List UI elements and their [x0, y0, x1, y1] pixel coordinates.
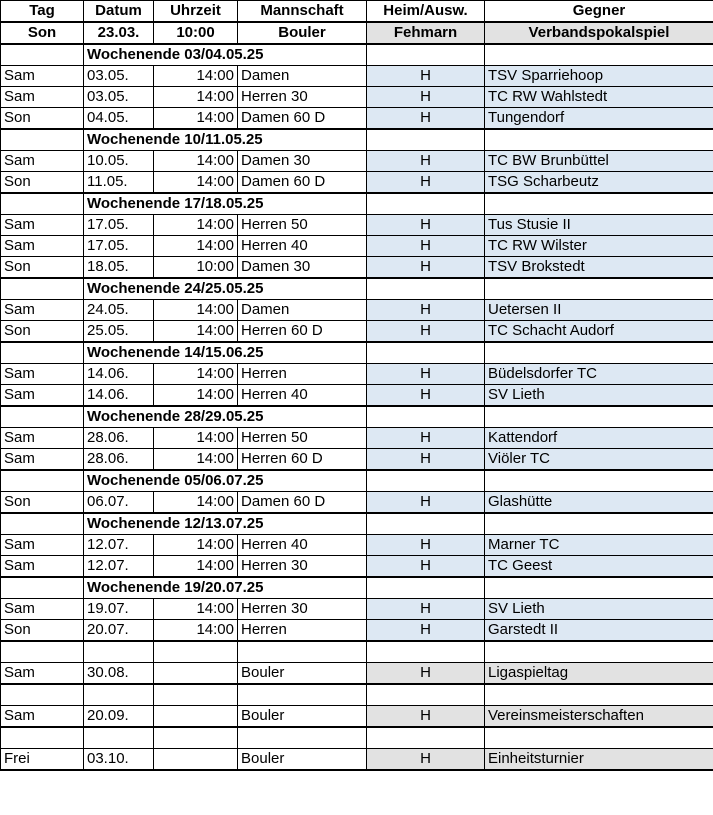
cell-tag[interactable]: Sam: [1, 449, 84, 471]
cell-heim[interactable]: H: [367, 599, 485, 620]
cell-tag[interactable]: Sam: [1, 236, 84, 257]
empty-cell[interactable]: [84, 727, 154, 749]
empty-cell[interactable]: [154, 641, 238, 663]
match-row: [1, 236, 713, 257]
cell-uhrzeit[interactable]: 14:00: [154, 556, 238, 578]
empty-cell[interactable]: [485, 684, 713, 706]
cell-tag[interactable]: Sam: [1, 87, 84, 108]
match-row: [1, 428, 713, 449]
cell-heim[interactable]: H: [367, 151, 485, 172]
cell-uhrzeit[interactable]: 14:00: [154, 300, 238, 321]
cell-heim[interactable]: H: [367, 66, 485, 87]
cell-heim[interactable]: H: [367, 364, 485, 385]
cell-heim[interactable]: H: [367, 108, 485, 130]
cell-tag[interactable]: Son: [1, 620, 84, 642]
empty-cell[interactable]: [485, 129, 713, 151]
empty-cell[interactable]: [84, 684, 154, 706]
cell-tag[interactable]: Sam: [1, 535, 84, 556]
cell-datum[interactable]: 18.05.: [84, 257, 154, 279]
cell-gegner[interactable]: Tungendorf: [485, 108, 713, 130]
empty-row: [1, 727, 713, 749]
cell-gegner[interactable]: TSG Scharbeutz: [485, 172, 713, 194]
weekend-label[interactable]: Wochenende 24/25.05.25: [84, 278, 367, 300]
cell-mannschaft[interactable]: Herren 40: [238, 535, 367, 556]
header-cell-gegner[interactable]: Gegner: [485, 1, 713, 23]
empty-cell[interactable]: [367, 470, 485, 492]
empty-cell[interactable]: [1, 129, 84, 151]
empty-cell[interactable]: [154, 727, 238, 749]
cell-heim[interactable]: H: [367, 449, 485, 471]
cell-gegner[interactable]: Tus Stusie II: [485, 215, 713, 236]
match-row: [1, 492, 713, 514]
empty-cell[interactable]: [367, 278, 485, 300]
empty-cell[interactable]: [1, 727, 84, 749]
empty-cell[interactable]: [238, 684, 367, 706]
cell-uhrzeit[interactable]: 14:00: [154, 364, 238, 385]
cell-tag[interactable]: Son: [1, 492, 84, 514]
cell-tag[interactable]: Sam: [1, 385, 84, 407]
match-row: [1, 257, 713, 279]
cell-heim[interactable]: H: [367, 321, 485, 343]
cell-mannschaft[interactable]: Bouler: [238, 749, 367, 771]
cell-tag[interactable]: Son: [1, 321, 84, 343]
cell-mannschaft[interactable]: Damen 60 D: [238, 492, 367, 514]
cell-datum[interactable]: 03.10.: [84, 749, 154, 771]
cell-uhrzeit[interactable]: 14:00: [154, 535, 238, 556]
cell-uhrzeit[interactable]: 14:00: [154, 620, 238, 642]
cell-mannschaft[interactable]: Herren 60 D: [238, 321, 367, 343]
cell-gegner[interactable]: Einheitsturnier: [485, 749, 713, 771]
empty-cell[interactable]: [84, 641, 154, 663]
empty-cell[interactable]: [367, 727, 485, 749]
cell-datum[interactable]: 28.06.: [84, 428, 154, 449]
match-row: [1, 87, 713, 108]
cell-tag[interactable]: Son: [1, 257, 84, 279]
empty-cell[interactable]: [367, 641, 485, 663]
event-row: [1, 706, 713, 728]
cell-mannschaft[interactable]: Herren 30: [238, 556, 367, 578]
cell-tag[interactable]: Sam: [1, 663, 84, 685]
header-cell-heim[interactable]: Heim/Ausw.: [367, 1, 485, 23]
match-row: [1, 108, 713, 130]
cell-heim[interactable]: H: [367, 749, 485, 771]
cell-heim[interactable]: H: [367, 706, 485, 728]
empty-cell[interactable]: [485, 577, 713, 599]
cell-datum[interactable]: 11.05.: [84, 172, 154, 194]
cell-mannschaft[interactable]: Herren 40: [238, 236, 367, 257]
cell-mannschaft[interactable]: Herren 50: [238, 428, 367, 449]
cell-gegner[interactable]: TSV Sparriehoop: [485, 66, 713, 87]
cell-heim[interactable]: H: [367, 87, 485, 108]
empty-cell[interactable]: [367, 684, 485, 706]
empty-cell[interactable]: [1, 406, 84, 428]
match-row: [1, 535, 713, 556]
match-row: [1, 172, 713, 194]
cell-uhrzeit[interactable]: 14:00: [154, 428, 238, 449]
cell-datum[interactable]: 03.05.: [84, 66, 154, 87]
empty-cell[interactable]: [485, 193, 713, 215]
cell-tag[interactable]: Sam: [1, 428, 84, 449]
match-row: [1, 620, 713, 642]
empty-cell[interactable]: [367, 513, 485, 535]
cell-tag[interactable]: Son: [1, 172, 84, 194]
cell-gegner[interactable]: TC Schacht Audorf: [485, 321, 713, 343]
cell-uhrzeit[interactable]: 10:00: [154, 22, 238, 44]
weekend-header-row: [1, 193, 713, 215]
cell-datum[interactable]: 17.05.: [84, 215, 154, 236]
cell-mannschaft[interactable]: Damen 60 D: [238, 108, 367, 130]
cell-heim[interactable]: H: [367, 236, 485, 257]
empty-cell[interactable]: [1, 641, 84, 663]
empty-row: [1, 641, 713, 663]
cell-heim[interactable]: H: [367, 257, 485, 279]
match-row: [1, 300, 713, 321]
cell-mannschaft[interactable]: Bouler: [238, 663, 367, 685]
empty-cell[interactable]: [367, 577, 485, 599]
empty-cell[interactable]: [367, 342, 485, 364]
cell-datum[interactable]: 20.07.: [84, 620, 154, 642]
cell-gegner[interactable]: TC RW Wilster: [485, 236, 713, 257]
cell-mannschaft[interactable]: Damen 30: [238, 151, 367, 172]
cell-datum[interactable]: 12.07.: [84, 535, 154, 556]
empty-cell[interactable]: [1, 278, 84, 300]
cell-mannschaft[interactable]: Damen 30: [238, 257, 367, 279]
cell-tag[interactable]: Sam: [1, 706, 84, 728]
empty-cell[interactable]: [1, 470, 84, 492]
cell-mannschaft[interactable]: Herren 30: [238, 599, 367, 620]
cell-gegner[interactable]: Viöler TC: [485, 449, 713, 471]
cell-gegner[interactable]: Verbandspokalspiel: [485, 22, 713, 44]
cell-tag[interactable]: Sam: [1, 364, 84, 385]
empty-cell[interactable]: [1, 577, 84, 599]
cell-datum[interactable]: 04.05.: [84, 108, 154, 130]
cell-mannschaft[interactable]: Herren: [238, 364, 367, 385]
cell-datum[interactable]: 23.03.: [84, 22, 154, 44]
cell-mannschaft[interactable]: Bouler: [238, 22, 367, 44]
cell-uhrzeit[interactable]: 14:00: [154, 151, 238, 172]
cell-tag[interactable]: Sam: [1, 300, 84, 321]
cell-tag[interactable]: Sam: [1, 215, 84, 236]
cell-gegner[interactable]: Büdelsdorfer TC: [485, 364, 713, 385]
cell-gegner[interactable]: Vereinsmeisterschaften: [485, 706, 713, 728]
weekend-label[interactable]: Wochenende 14/15.06.25: [84, 342, 367, 364]
match-row: [1, 321, 713, 343]
empty-cell[interactable]: [485, 406, 713, 428]
cell-gegner[interactable]: TC BW Brunbüttel: [485, 151, 713, 172]
match-row: [1, 151, 713, 172]
match-row: [1, 215, 713, 236]
empty-cell[interactable]: [1, 193, 84, 215]
weekend-label[interactable]: Wochenende 12/13.07.25: [84, 513, 367, 535]
weekend-label[interactable]: Wochenende 10/11.05.25: [84, 129, 367, 151]
cell-uhrzeit[interactable]: [154, 706, 238, 728]
cell-mannschaft[interactable]: Damen 60 D: [238, 172, 367, 194]
event-row: [1, 749, 713, 771]
cell-tag[interactable]: Sam: [1, 556, 84, 578]
cell-uhrzeit[interactable]: 14:00: [154, 449, 238, 471]
cell-uhrzeit[interactable]: [154, 663, 238, 685]
weekend-header-row: [1, 513, 713, 535]
empty-cell[interactable]: [485, 44, 713, 66]
cell-gegner[interactable]: TC RW Wahlstedt: [485, 87, 713, 108]
cell-heim[interactable]: H: [367, 172, 485, 194]
cell-tag[interactable]: Son: [1, 22, 84, 44]
cell-datum[interactable]: 06.07.: [84, 492, 154, 514]
cell-heim[interactable]: H: [367, 556, 485, 578]
empty-cell[interactable]: [367, 129, 485, 151]
empty-cell[interactable]: [485, 641, 713, 663]
event-row: [1, 663, 713, 685]
cell-heim[interactable]: H: [367, 663, 485, 685]
weekend-header-row: [1, 470, 713, 492]
cell-tag[interactable]: Sam: [1, 599, 84, 620]
cell-mannschaft[interactable]: Damen: [238, 300, 367, 321]
cell-mannschaft[interactable]: Herren 50: [238, 215, 367, 236]
weekend-label[interactable]: Wochenende 17/18.05.25: [84, 193, 367, 215]
match-row: [1, 599, 713, 620]
cell-uhrzeit[interactable]: 14:00: [154, 215, 238, 236]
cell-gegner[interactable]: TSV Brokstedt: [485, 257, 713, 279]
empty-cell[interactable]: [485, 278, 713, 300]
empty-cell[interactable]: [367, 193, 485, 215]
cell-mannschaft[interactable]: Herren 60 D: [238, 449, 367, 471]
cell-gegner[interactable]: Glashütte: [485, 492, 713, 514]
cell-uhrzeit[interactable]: 14:00: [154, 321, 238, 343]
cell-heim[interactable]: H: [367, 300, 485, 321]
header-cell-datum[interactable]: Datum: [84, 1, 154, 23]
cell-datum[interactable]: 14.06.: [84, 385, 154, 407]
cell-uhrzeit[interactable]: 14:00: [154, 236, 238, 257]
cell-uhrzeit[interactable]: 10:00: [154, 257, 238, 279]
first-match-row: [1, 22, 713, 44]
cell-uhrzeit[interactable]: 14:00: [154, 172, 238, 194]
weekend-header-row: [1, 342, 713, 364]
cell-datum[interactable]: 17.05.: [84, 236, 154, 257]
weekend-header-row: [1, 278, 713, 300]
cell-heim[interactable]: Fehmarn: [367, 22, 485, 44]
match-row: [1, 66, 713, 87]
cell-datum[interactable]: 20.09.: [84, 706, 154, 728]
cell-uhrzeit[interactable]: 14:00: [154, 108, 238, 130]
cell-datum[interactable]: 14.06.: [84, 364, 154, 385]
cell-gegner[interactable]: SV Lieth: [485, 599, 713, 620]
cell-tag[interactable]: Sam: [1, 66, 84, 87]
weekend-header-row: [1, 44, 713, 66]
match-row: [1, 364, 713, 385]
cell-datum[interactable]: 24.05.: [84, 300, 154, 321]
cell-gegner[interactable]: Marner TC: [485, 535, 713, 556]
cell-uhrzeit[interactable]: 14:00: [154, 87, 238, 108]
cell-mannschaft[interactable]: Herren 30: [238, 87, 367, 108]
weekend-header-row: [1, 577, 713, 599]
empty-cell[interactable]: [154, 684, 238, 706]
cell-uhrzeit[interactable]: 14:00: [154, 492, 238, 514]
weekend-header-row: [1, 406, 713, 428]
cell-heim[interactable]: H: [367, 492, 485, 514]
empty-cell[interactable]: [367, 44, 485, 66]
cell-uhrzeit[interactable]: [154, 749, 238, 771]
empty-row: [1, 684, 713, 706]
cell-uhrzeit[interactable]: 14:00: [154, 66, 238, 87]
match-row: [1, 556, 713, 578]
cell-uhrzeit[interactable]: 14:00: [154, 385, 238, 407]
weekend-header-row: [1, 129, 713, 151]
cell-datum[interactable]: 30.08.: [84, 663, 154, 685]
cell-gegner[interactable]: Uetersen II: [485, 300, 713, 321]
empty-cell[interactable]: [485, 342, 713, 364]
empty-cell[interactable]: [238, 641, 367, 663]
cell-uhrzeit[interactable]: 14:00: [154, 599, 238, 620]
cell-gegner[interactable]: Kattendorf: [485, 428, 713, 449]
cell-mannschaft[interactable]: Bouler: [238, 706, 367, 728]
cell-heim[interactable]: H: [367, 215, 485, 236]
cell-tag[interactable]: Sam: [1, 151, 84, 172]
cell-datum[interactable]: 19.07.: [84, 599, 154, 620]
weekend-label[interactable]: Wochenende 05/06.07.25: [84, 470, 367, 492]
header-cell-tag[interactable]: Tag: [1, 1, 84, 23]
cell-gegner[interactable]: Ligaspieltag: [485, 663, 713, 685]
cell-mannschaft[interactable]: Herren: [238, 620, 367, 642]
empty-cell[interactable]: [485, 513, 713, 535]
cell-gegner[interactable]: Garstedt II: [485, 620, 713, 642]
cell-gegner[interactable]: TC Geest: [485, 556, 713, 578]
empty-cell[interactable]: [1, 342, 84, 364]
empty-cell[interactable]: [485, 470, 713, 492]
empty-cell[interactable]: [1, 44, 84, 66]
match-row: [1, 385, 713, 407]
empty-cell[interactable]: [238, 727, 367, 749]
cell-datum[interactable]: 28.06.: [84, 449, 154, 471]
empty-cell[interactable]: [1, 684, 84, 706]
cell-tag[interactable]: Son: [1, 108, 84, 130]
empty-cell[interactable]: [367, 406, 485, 428]
header-cell-mannschaft[interactable]: Mannschaft: [238, 1, 367, 23]
empty-cell[interactable]: [1, 513, 84, 535]
cell-heim[interactable]: H: [367, 385, 485, 407]
cell-mannschaft[interactable]: Herren 40: [238, 385, 367, 407]
weekend-label[interactable]: Wochenende 19/20.07.25: [84, 577, 367, 599]
header-cell-uhrzeit[interactable]: Uhrzeit: [154, 1, 238, 23]
match-row: [1, 449, 713, 471]
cell-heim[interactable]: H: [367, 535, 485, 556]
cell-datum[interactable]: 10.05.: [84, 151, 154, 172]
weekend-label[interactable]: Wochenende 03/04.05.25: [84, 44, 367, 66]
cell-datum[interactable]: 25.05.: [84, 321, 154, 343]
header-row: [1, 1, 713, 23]
cell-gegner[interactable]: SV Lieth: [485, 385, 713, 407]
cell-tag[interactable]: Frei: [1, 749, 84, 771]
cell-mannschaft[interactable]: Damen: [238, 66, 367, 87]
cell-datum[interactable]: 12.07.: [84, 556, 154, 578]
cell-heim[interactable]: H: [367, 428, 485, 449]
cell-heim[interactable]: H: [367, 620, 485, 642]
cell-datum[interactable]: 03.05.: [84, 87, 154, 108]
empty-cell[interactable]: [485, 727, 713, 749]
weekend-label[interactable]: Wochenende 28/29.05.25: [84, 406, 367, 428]
